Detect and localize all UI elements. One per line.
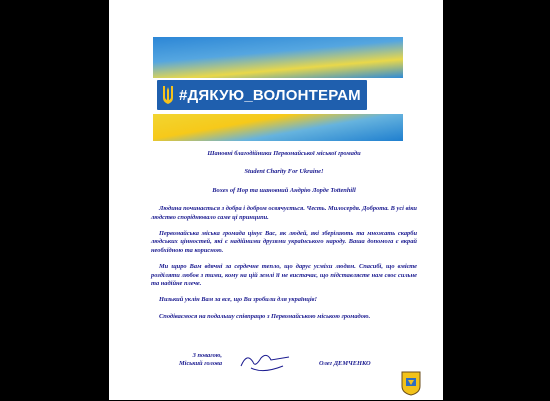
banner-bottom-flag: [153, 114, 403, 141]
letter-body: [151, 150, 417, 329]
handwritten-signature: [237, 348, 297, 381]
banner-top-flag: [153, 37, 403, 78]
closing-text: З повагою,: [192, 352, 223, 359]
position-text: Міський голова: [179, 360, 223, 368]
letter-greeting: Шановні благодійники Первомайської міської громади: [207, 150, 361, 157]
letter-paragraph: Первомайська міська громада цінує Вас, як людей, які зберігають та множать скарби людських цінностей, які є надійними друзями українського народу. Ваша допомога є вкрай необхідною та корисною.: [151, 230, 417, 254]
signature-block: [151, 348, 417, 378]
banner-hashtag-label: [157, 80, 367, 110]
letter-page: [109, 0, 443, 400]
city-emblem-icon: [400, 370, 422, 396]
volunteer-banner: [153, 37, 403, 141]
trident-icon: [161, 84, 175, 106]
letter-paragraph: Сподіваємося на подальшу співпрацю з Первомайською міською громадою.: [159, 312, 371, 320]
letter-names: Boxes of Hop та шановний Андрію Лорде Tottenhill: [212, 186, 356, 194]
signature-left: [179, 352, 222, 369]
letter-paragraph: Низький уклін Вам за все, що Ви зробили для українців!: [159, 296, 317, 304]
banner-hashtag-text: #ДЯКУЮ_ВОЛОНТЕРАМ: [179, 86, 361, 104]
letter-paragraph: Людина починається з добра і добром освячується. Честь. Милосердя. Доброта. В усі віки людство споріднювало саме ці принципи.: [151, 205, 417, 221]
signer-name: Олег ДЕМЧЕНКО: [319, 360, 371, 367]
letter-org: Student Charity For Ukraine!: [244, 168, 324, 176]
letter-paragraph: Ми щиро Вам вдячні за сердечне тепло, що дарує усміхи людям. Спасибі, що вмієте розділяти любов з тими, кому на цій землі її не вистачає, що підставляєте нам своє сильне та надійне плече.: [151, 263, 417, 288]
